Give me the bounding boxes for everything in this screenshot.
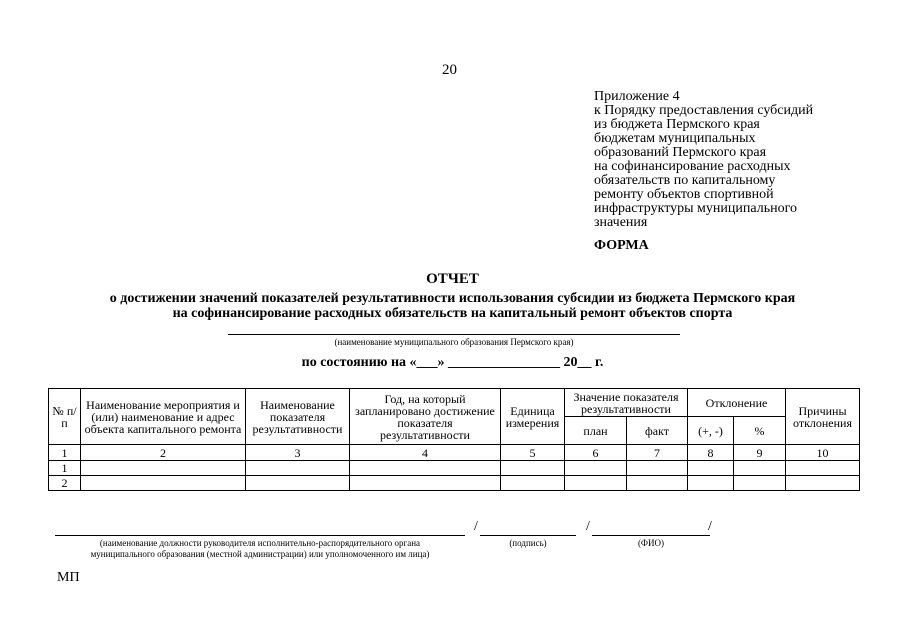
table-cell[interactable] [734,476,786,491]
appendix-line: ремонту объектов спортивной [594,187,774,202]
appendix-line: значения [594,215,648,230]
table-cell[interactable] [688,461,734,476]
municipality-fill-line[interactable] [228,334,680,335]
column-number: 6 [565,445,627,461]
header-fact: факт [627,417,688,445]
appendix-line: Приложение 4 [594,89,680,104]
table-row [49,476,860,491]
column-number: 4 [350,445,501,461]
table-cell[interactable] [81,461,246,476]
page-number: 20 [442,62,457,78]
form-label: ФОРМА [594,238,649,253]
report-subtitle [0,291,905,321]
fio-fill-line[interactable] [592,535,710,536]
column-number: 9 [734,445,786,461]
column-number: 7 [627,445,688,461]
header-plan: план [565,417,627,445]
separator-slash: / [474,519,478,534]
signature-fill-line[interactable] [480,535,576,536]
table-cell[interactable] [246,476,350,491]
table-cell[interactable] [246,461,350,476]
column-number: 1 [49,445,81,461]
appendix-line: к Порядку предоставления субсидий [594,103,814,118]
appendix-line: бюджетам муниципальных [594,131,756,146]
report-subtitle-line: на софинансирование расходных обязательств на капитальный ремонт объектов спорта [172,306,733,321]
table-cell[interactable] [734,461,786,476]
municipality-caption: (наименование муниципального образования Пермского края) [334,337,574,347]
appendix-line: образований Пермского края [594,145,767,160]
header-unit: Единица измерения [501,389,565,445]
separator-slash: / [586,519,590,534]
header-year: Год, на который запланировано достижение показателя результативности [350,389,501,445]
appendix-line: на софинансирование расходных [594,159,791,174]
header-indicator: Наименование показателя результативности [246,389,350,445]
report-subtitle-line: о достижении значений показателей результативности использования субсидии из бюджета Пермского края [109,291,796,306]
header-deviation-group: Отклонение [688,389,786,417]
table-cell[interactable] [565,476,627,491]
table-cell[interactable] [627,476,688,491]
table-header-row [49,389,860,417]
column-number-row [49,445,860,461]
table-cell[interactable] [501,476,565,491]
position-caption-line: муниципального образования (местной администрации) или уполномоченного им лица) [90,549,430,559]
table-cell[interactable] [688,476,734,491]
position-fill-line[interactable] [55,535,465,536]
table-cell[interactable] [565,461,627,476]
column-number: 10 [786,445,860,461]
position-caption [40,538,480,560]
table-cell[interactable] [786,476,860,491]
header-number: № п/п [49,389,81,445]
table-cell[interactable] [501,461,565,476]
header-dev-abs: (+, -) [688,417,734,445]
row-number: 1 [49,461,81,476]
header-reasons: Причины отклонения [786,389,860,445]
signature-caption: (подпись) [509,538,547,548]
table-cell[interactable] [786,461,860,476]
as-of-date-line: по состоянию на «___» ________________ 20__ г. [301,355,604,370]
header-value-group: Значение показателя результативности [565,389,688,417]
table-cell[interactable] [81,476,246,491]
column-number: 3 [246,445,350,461]
fio-caption: (ФИО) [637,538,665,548]
appendix-block [594,90,894,230]
report-title: ОТЧЕТ [426,271,479,287]
separator-slash: / [708,519,712,534]
header-dev-pct: % [734,417,786,445]
report-table [48,388,860,491]
position-caption-line: (наименование должности руководителя исполнительно-распорядительного органа [99,538,421,548]
column-number: 2 [81,445,246,461]
table-row [49,461,860,476]
table-cell[interactable] [350,476,501,491]
column-number: 5 [501,445,565,461]
column-number: 8 [688,445,734,461]
stamp-placeholder: МП [57,570,80,585]
appendix-line: инфраструктуры муниципального [594,201,797,216]
appendix-line: из бюджета Пермского края [594,117,760,132]
appendix-line: обязательств по капитальному [594,173,776,188]
row-number: 2 [49,476,81,491]
table-cell[interactable] [350,461,501,476]
table-cell[interactable] [627,461,688,476]
header-activity: Наименование мероприятия и (или) наименование и адрес объекта капитального ремонта [81,389,246,445]
